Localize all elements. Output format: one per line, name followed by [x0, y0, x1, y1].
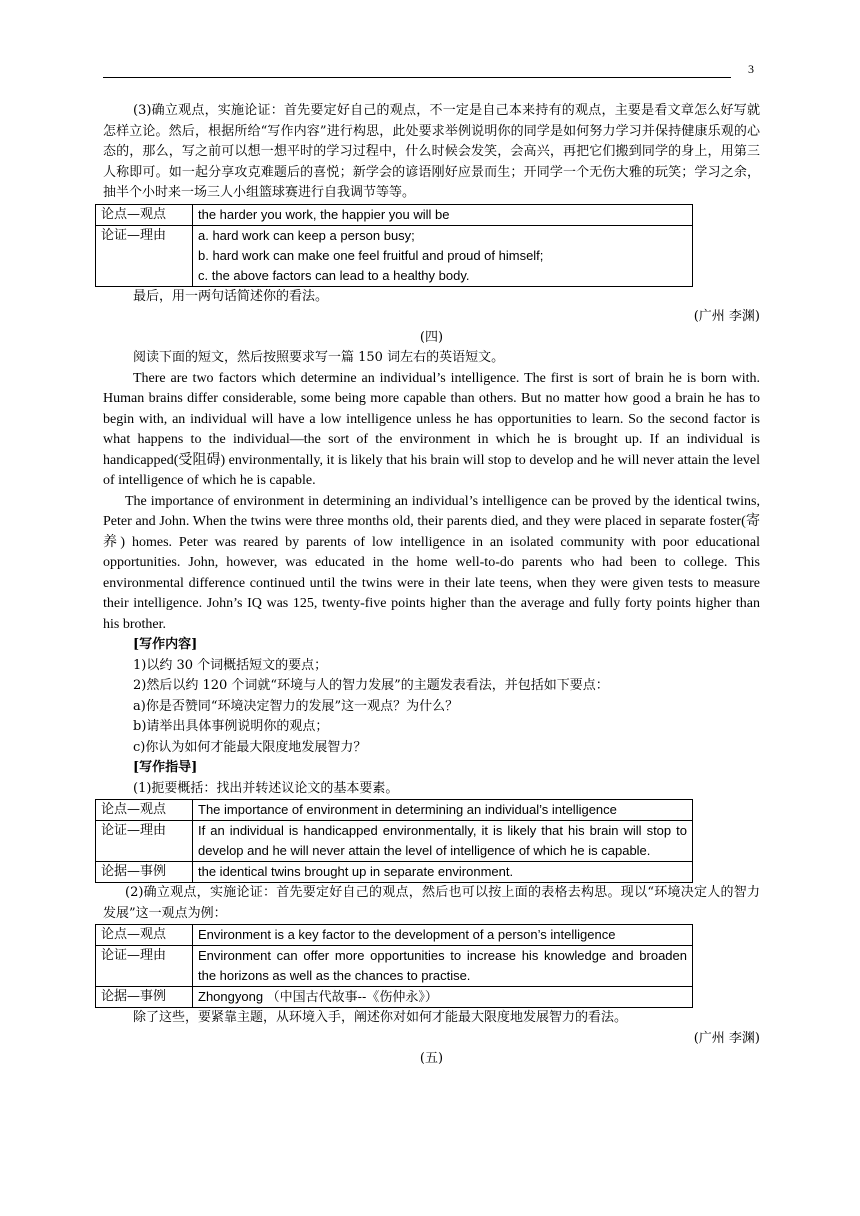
- table-row: [96, 225, 693, 286]
- reason-line: c. the above factors can lead to a healthy body.: [198, 267, 470, 283]
- table-label: 论点—观点: [96, 204, 193, 225]
- table-label: 论据—事例: [96, 987, 193, 1008]
- attribution: (广州 李渊): [693, 309, 760, 324]
- table-row: [96, 821, 693, 862]
- table-value: The importance of environment in determining an individual’s intelligence: [193, 800, 693, 821]
- table-row: [96, 925, 693, 946]
- step3-paragraph: (3)确立观点，实施论证：首先要定好自己的观点，不一定是自己本来持有的观点，主要是看文章怎么好写就怎样立论。然后，根据所给“写作内容”进行构思，此处要求举例说明你的同学是如何努力学习并保持健康乐观的心态的，那么，写之前可以想一想平时的学习过程中，什么时候会发笑，会高兴，再把它们搬到同学的身上，用第三人称即可。如一起分享攻克难题后的喜悦；新学会的谚语刚好应景而生；开同学一个无伤大雅的玩笑；学习之余，抽半个小时来一场三人小组篮球赛进行自我调节等等。: [103, 103, 760, 200]
- instruction: 阅读下面的短文，然后按照要求写一篇 150 词左右的英语短文。: [133, 350, 505, 365]
- writing-content-item: b)请举出具体事例说明你的观点；: [133, 719, 329, 734]
- table-row: [96, 862, 693, 883]
- table-label: 论点—观点: [96, 800, 193, 821]
- guidance-heading: [写作指导]: [133, 760, 198, 775]
- attribution: (广州 李渊): [693, 1030, 760, 1046]
- writing-content-heading: [写作内容]: [133, 637, 198, 652]
- table-value: Zhongyong （中国古代故事--《伤仲永》）: [193, 987, 693, 1008]
- writing-content-item: 2)然后以约 120 个词就“环境与人的智力发展”的主题发表看法，并包括如下要点：: [133, 678, 609, 693]
- table-row: [96, 987, 693, 1008]
- argument-table-2: [95, 799, 693, 883]
- section-heading: (四): [419, 329, 444, 345]
- passage-paragraph-2: The importance of environment in determining an individual’s intelligence can be proved by the identical twins, Peter and John. When the twins were three months old, their parents died, and they were placed in separate foster(寄养) homes. Peter was reared by parents of low intelligence in an isolated community with poor educational opportunities. John, however, was educated in the home well-to-do parents who had been to college. This environmental difference continued until the twins were in their late teens, when they were given tests to measure their intelligence. John’s IQ was 125, twenty-five points higher than the average and fully forty points higher than his brother.: [103, 493, 760, 632]
- table-row: [96, 800, 693, 821]
- table-value: [193, 225, 693, 286]
- table-label: 论证—理由: [96, 946, 193, 987]
- table-value: the identical twins brought up in separate environment.: [193, 862, 693, 883]
- guidance-step-1: (1)扼要概括：找出并转述议论文的基本要素。: [133, 780, 399, 796]
- argument-table-1: [95, 204, 693, 287]
- writing-content-item: 1)以约 30 个词概括短文的要点；: [133, 657, 328, 673]
- reason-line: b. hard work can make one feel fruitful and proud of himself;: [198, 247, 544, 263]
- page-content: [103, 101, 760, 1070]
- table-value: Environment can offer more opportunities to increase his knowledge and broaden the horizons as well as the chances to practise.: [193, 946, 693, 987]
- guidance-step-2: (2)确立观点，实施论证：首先要定好自己的观点，然后也可以按上面的表格去构思。现以“环境决定人的智力发展”这一观点为例：: [103, 885, 760, 921]
- table-row: [96, 204, 693, 225]
- table-row: [96, 946, 693, 987]
- writing-content-item: c)你认为如何才能最大限度地发展智力？: [133, 739, 367, 755]
- table-value: If an individual is handicapped environmentally, it is likely that his brain will stop to develop and he will never attain the level of intelligence of which he is capable.: [193, 821, 693, 862]
- page-number: 3: [748, 62, 754, 76]
- closing-sentence: 最后，用一两句话简述你的看法。: [133, 288, 329, 304]
- table-value: Environment is a key factor to the development of a person’s intelligence: [193, 925, 693, 946]
- closing-sentence: 除了这些，要紧靠主题，从环境入手，阐述你对如何才能最大限度地发展智力的看法。: [133, 1010, 628, 1025]
- table-value: the harder you work, the happier you will be: [193, 204, 693, 225]
- table-label: 论证—理由: [96, 225, 193, 286]
- argument-table-3: [95, 924, 693, 1008]
- passage-paragraph-1: There are two factors which determine an individual’s intelligence. The first is sort of brain he is born with. Human brains differ considerable, some being more capable than others. But no matter how good a brain he has to begin with, an individual will have a low intelligence unless he has opportunities to learn. So the second factor is what happens to the individual—the sort of the environment in which he is brought up. If an individual is handicapped(受阻碍) environmentally, it is likely that his brain will stop to develop and he will never attain the level of intelligence of which he is capable.: [103, 370, 760, 488]
- table-label: 论据—事例: [96, 862, 193, 883]
- table-label: 论证—理由: [96, 821, 193, 862]
- writing-content-item: a)你是否赞同“环境决定智力的发展”这一观点？为什么？: [133, 698, 459, 714]
- table-label: 论点—观点: [96, 925, 193, 946]
- section-heading: (五): [419, 1051, 444, 1066]
- header-rule: [103, 77, 731, 78]
- reason-line: a. hard work can keep a person busy;: [198, 227, 415, 243]
